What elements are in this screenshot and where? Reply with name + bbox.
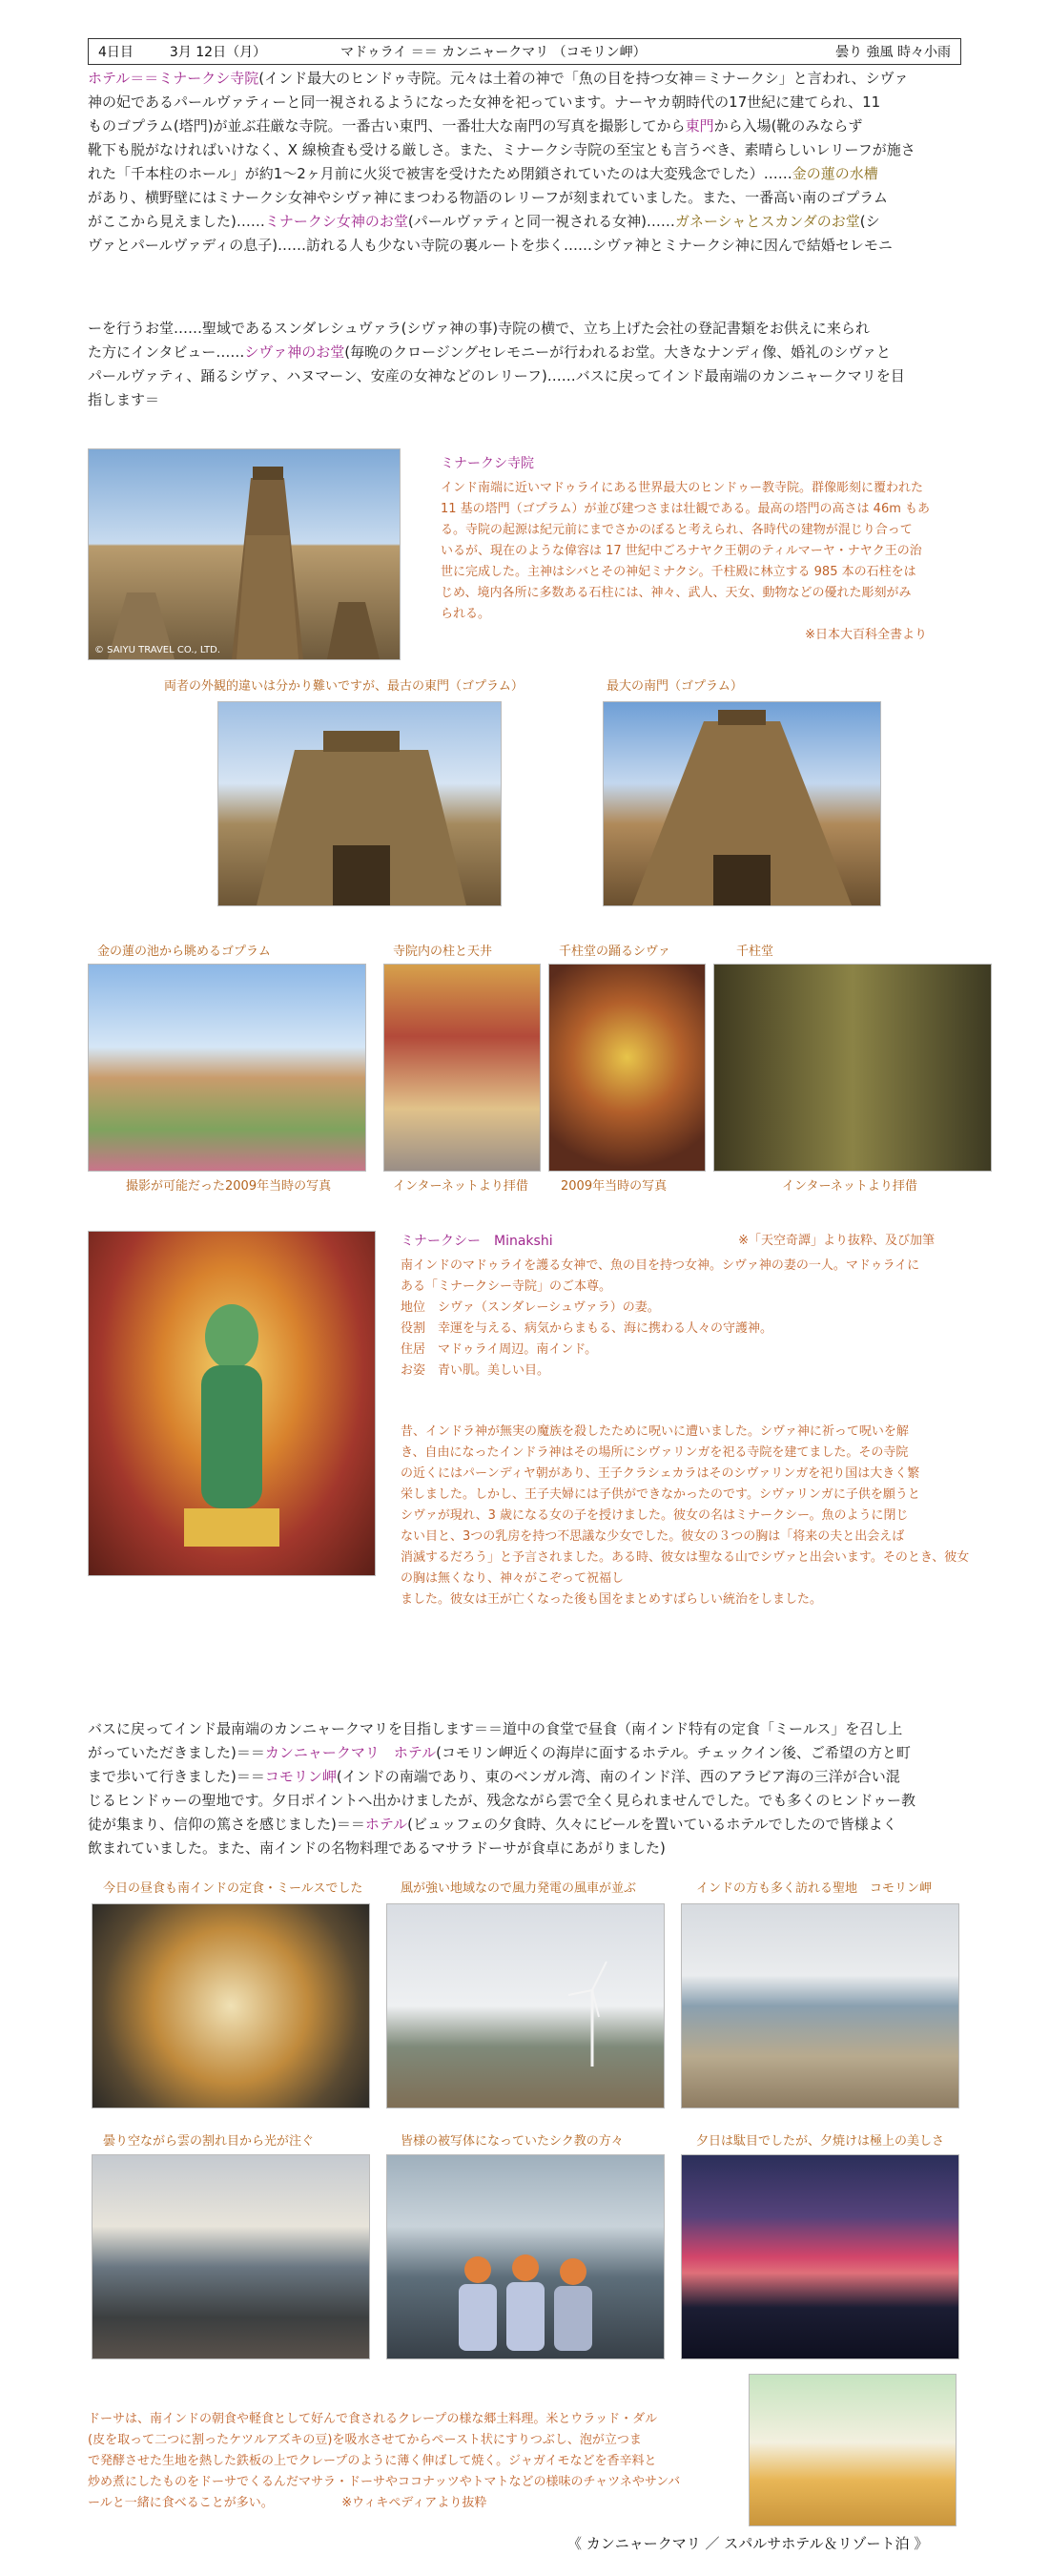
temple-note-line: 11 基の塔門（ゴプラム）が並び建つさまは壮観である。最高の塔門の高さは 46m もあ — [441, 502, 931, 516]
day-header — [88, 38, 961, 65]
minakshi-profile — [401, 1231, 973, 1381]
dosa-line: (皮を取って二つに割ったケツルアズキの豆)を吸水させてからペースト状にすりつぶし、泡が立つま — [88, 2433, 642, 2447]
temple-note — [441, 453, 965, 646]
golden-lotus-caption: 金の蓮の池から眺めるゴプラム — [97, 945, 271, 959]
minakshi-story-line: シヴァが現れ、3 歳になる女の子を授けました。彼女の名はミナークシー。魚のように閉じ — [401, 1508, 909, 1523]
minakshi-temple-highlight: ミナークシ寺院 — [158, 70, 259, 87]
comorin-cape-highlight: コモリン岬 — [264, 1768, 337, 1785]
temple-note-line: インド南端に近いマドゥライにある世界最大のヒンドゥー教寺院。群像彫刻に覆われた — [441, 481, 923, 495]
windmill-illustration — [387, 1904, 664, 2108]
windmill-photo — [386, 1903, 665, 2109]
windmill-caption: 風が強い地域なので風力発電の風車が並ぶ — [401, 1881, 637, 1896]
minakshi-story-line: 栄しました。しかし、王子夫婦には子供ができなかったのです。シヴァリンガに子供を願うと — [401, 1487, 920, 1502]
hotel-link: ホテル＝＝ — [88, 70, 159, 87]
minakshi-story-line: き、自由になったインドラ神はその場所にシヴァリンガを祀る寺院を建てました。その寺院 — [401, 1445, 909, 1460]
golden-lotus-highlight: 金の蓮の水槽 — [792, 165, 878, 182]
south-gate-illustration — [604, 702, 880, 905]
temple-photo — [88, 448, 401, 660]
east-gate-illustration — [218, 702, 501, 905]
sky-light-caption: 曇り空ながら雲の割れ目から光が注ぐ — [103, 2134, 315, 2149]
dosa-line: で発酵させた生地を熱した鉄板の上でクレープのように薄く伸ばして焼く。ジャガイモなどを香辛料と — [88, 2454, 657, 2468]
golden-lotus-photo — [88, 964, 366, 1172]
minakshi-profile-line: 地位 シヴァ（スンダレーシュヴァラ）の妻。 — [401, 1300, 660, 1315]
pillars-note: インターネットより拝借 — [393, 1179, 528, 1194]
south-gate-caption: 最大の南門（ゴプラム） — [607, 679, 743, 694]
day-label: 4日目 — [98, 45, 134, 60]
minakshi-deity-photo — [88, 1231, 376, 1576]
golden-lotus-note: 撮影が可能だった2009年当時の写真 — [126, 1179, 332, 1194]
comorin-caption: インドの方も多く訪れる聖地 コモリン岬 — [696, 1881, 933, 1896]
temple-note-line: る。寺院の起源は紀元前にまでさかのぼると考えられ、各時代の建物が混じり合って — [441, 523, 913, 537]
gopuram-illustration — [89, 449, 400, 659]
east-gate-caption: 両者の外観的違いは分かり難いですが、最古の東門（ゴプラム） — [164, 679, 524, 694]
shiva-shrine-highlight: シヴァ神のお堂 — [244, 343, 345, 361]
photo-credit: © SAIYU TRAVEL CO., LTD. — [94, 645, 221, 655]
dosa-line: ドーサは、南インドの朝食や軽食として好んで食されるクレープの様な郷土料理。米とウラッド・ダル — [88, 2412, 658, 2426]
dosa-line: ールと一緒に食べることが多い。 ※ウィキペディアより抜粋 — [88, 2496, 487, 2510]
intro-paragraph-cont: ーを行うお堂……聖域であるスンダレシュヴァラ(シヴァ神の事)寺院の横で、立ち上げた会社の登記書類をお供えに来られ た方にインタビュー……シヴァ神のお堂(毎晩のクロージングセレモニーが行われるお堂。大きなナンディ像、婚礼のシヴァと パールヴァティ、踊るシヴァ、ハヌマーン、安産の女神などのレリーフ)……バスに戻ってインド最南端のカンニャークマリを目 指します＝ — [88, 320, 905, 408]
dosa-description — [88, 2409, 755, 2514]
minakshi-story-line: 消滅するだろう」と予言されました。ある時、彼女は聖なる山でシヴァと出会います。そのとき、彼女の胸は無くなり、神々がこぞって祝福し — [401, 1550, 970, 1586]
minakshi-story-line: ました。彼女は王が亡くなった後も国をまとめすばらしい統治をしました。 — [401, 1592, 823, 1607]
thousand-pillar-photo — [713, 964, 992, 1172]
minakshi-profile-line: ある「ミナークシー寺院」のご本尊。 — [401, 1279, 612, 1294]
temple-note-line: いるが、現在のような偉容は 17 世紀中ごろナヤク王朝のティルマーヤ・ナヤク王の治 — [441, 544, 922, 558]
bus-paragraph: バスに戻ってインド最南端のカンニャークマリを目指します＝＝道中の食堂で昼食（南インド特有の定食「ミールス」を召し上 がっていただきました)＝＝カンニャークマリ ホテル(コモリン岬近くの海岸に面するホテル。チェックイン後、ご希望の方と町 まで歩いて行きました)＝＝コモリン岬(インドの南端であり、東のベンガル湾、南のインド洋、西のアラビア海の三洋が合い混 じるヒンドゥーの聖地です。夕日ポイントへ出かけましたが、残念ながら雲で全く見られませんでした。でも多くのヒンドゥー教 徒が集まり、信仰の篤さを感じました)＝＝ホテル(ビュッフェの夕食時、久々にビールを置いているホテルでしたので皆様よく 飲まれていました。また、南インドの名物料理であるマサラドーサが食卓にあがりました) — [88, 1720, 916, 1857]
minakshi-profile-lines — [401, 1256, 973, 1381]
temple-note-line: られる。 — [441, 607, 491, 621]
temple-note-body — [441, 478, 965, 625]
footer-stay: 《 カンニャークマリ ／ スパルサホテル＆リゾート泊 》 — [567, 2535, 929, 2552]
weather-label: 曇り 強風 時々小雨 — [835, 45, 951, 60]
deity-illustration — [89, 1232, 375, 1575]
minakshi-story — [401, 1422, 973, 1610]
sikh-photo — [386, 2154, 665, 2359]
minakshi-story-line: 昔、インドラ神が無実の魔族を殺したために呪いに遭いました。シヴァ神に祈って呪いを解 — [401, 1424, 909, 1439]
minakshi-story-line: の近くにはパーンディヤ朝があり、王子クラシェカラはそのシヴァリンガを祀り国は大きく繁 — [401, 1466, 920, 1481]
sikh-illustration — [387, 2155, 664, 2358]
south-gate-photo — [603, 701, 881, 906]
minakshi-source: ※「天空奇譚」より抜粋、及び加筆 — [738, 1234, 935, 1248]
temple-note-source: ※日本大百科全書より — [805, 628, 927, 642]
intro-paragraph: ホテル＝＝ミナークシ寺院(インド最大のヒンドゥ寺院。元々は土着の神で「魚の目を持つ女神＝ミナークシ」と言われ、シヴァ 神の妃であるパールヴァティーと同一視されるようになった女神を祀っています。ナーヤカ朝時代の17世紀に建てられ、11 ものゴプラム(塔門)が並ぶ荘厳な寺院。一番古い東門、一番壮大な南門の写真を撮影してから東門から入場(靴のみならず 靴下も脱がなければいけなく、X 線検査も受ける厳しさ。また、ミナークシ寺院の至宝とも言うべき、素晴らしいレリーフが施さ れた「千本柱のホール」が約1～2ヶ月前に火災で被害を受けたため閉鎖されていたのは大変残念でした）……金の蓮の水槽 があり、横野壁にはミナークシ女神やシヴァ神にまつわる物語のレリーフが刻まれていました。また、一番高い南のゴプラム がここから見えました)……ミナークシ女神のお堂(パールヴァティと同一視される女神)……ガネーシャとスカンダのお堂(シ ヴァとパールヴァディの息子)……訪れる人も少ない寺院の裏ルートを歩く……シヴァ神とミナークシ神に因んで結婚セレモニ — [88, 70, 915, 254]
temple-note-line: じめ、境内各所に多数ある石柱には、神々、武人、天女、動物などの優れた彫刻がみ — [441, 586, 912, 600]
dosa-line: 炒め煮にしたものをドーサでくるんだマサラ・ドーサやココナッツやトマトなどの様味のチャツネやサンバ — [88, 2475, 681, 2489]
east-gate-photo — [217, 701, 502, 906]
thousand-pillar-caption: 千柱堂 — [736, 945, 774, 959]
minakshi-title: ミナークシー Minakshi — [401, 1234, 553, 1249]
sunset-caption: 夕日は駄目でしたが、夕焼けは極上の美しさ — [696, 2134, 945, 2149]
dancing-shiva-photo — [548, 964, 706, 1172]
date-label: 3月 12日（月） — [169, 45, 267, 60]
minakshi-story-line: ない目と、3つの乳房を持つ不思議な少女でした。彼女の３つの胸は「将来の夫と出会えば — [401, 1529, 905, 1544]
meals-photo — [92, 1903, 370, 2109]
meals-caption: 今日の昼食も南インドの定食・ミールスでした — [103, 1881, 363, 1896]
temple-note-line: 世に完成した。主神はシバとその神妃ミナクシ。千柱殿に林立する 985 本の石柱をは — [441, 565, 916, 579]
dosa-photo — [749, 2374, 956, 2526]
comorin-photo — [681, 1903, 959, 2109]
minakshi-profile-line: お姿 青い肌。美しい目。 — [401, 1363, 550, 1378]
minakshi-profile-line: 南インドのマドゥライを護る女神で、魚の目を持つ女神。シヴァ神の妻の一人。マドゥライに — [401, 1258, 920, 1273]
route-label: マドゥライ ＝＝ カンニャークマリ （コモリン岬） — [340, 45, 647, 60]
east-gate-highlight: 東門 — [685, 117, 714, 135]
pillars-photo — [383, 964, 541, 1172]
kanyakumari-hotel-highlight: カンニャークマリ ホテル — [264, 1744, 437, 1761]
sky-light-photo — [92, 2154, 370, 2359]
dancing-shiva-note: 2009年当時の写真 — [561, 1179, 668, 1194]
minakshi-profile-line: 住居 マドゥライ周辺。南インド。 — [401, 1342, 598, 1357]
pillars-caption: 寺院内の柱と天井 — [393, 945, 493, 959]
sunset-photo — [681, 2154, 959, 2359]
dancing-shiva-caption: 千柱堂の踊るシヴァ — [559, 945, 670, 959]
temple-note-title: ミナークシ寺院 — [441, 456, 534, 471]
sikh-caption: 皆様の被写体になっていたシク教の方々 — [401, 2134, 624, 2149]
minakshi-profile-line: 役割 幸運を与える、病気からまもる、海に携わる人々の守護神。 — [401, 1321, 773, 1336]
thousand-pillar-note: インターネットより拝借 — [782, 1179, 917, 1194]
hotel-highlight: ホテル — [364, 1816, 408, 1833]
